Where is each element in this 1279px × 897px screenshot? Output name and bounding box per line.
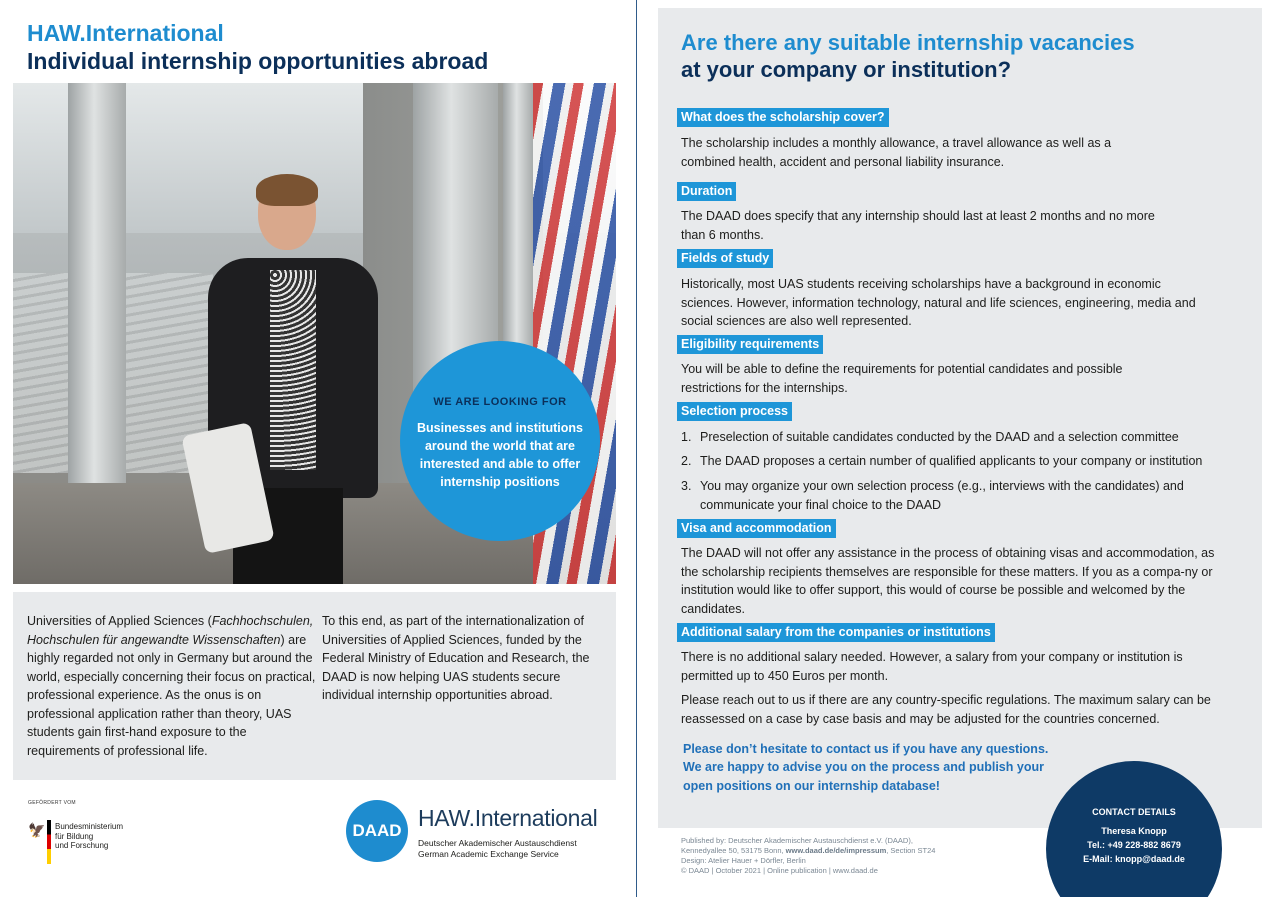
haw-logo-sub-de: Deutscher Akademischer Austauschdienst [418, 838, 577, 848]
salary-text-2: Please reach out to us if there are any country-specific regulations. The maximum salary can be reassessed on a case by case basis and may be adjusted for the countries concerned. [681, 693, 1211, 726]
looking-for-title: WE ARE LOOKING FOR [433, 396, 567, 408]
selection-item-text: You may organize your own selection process (e.g., interviews with the candidates) and communicate your final choice to the DAAD [700, 479, 1184, 512]
duration-text: The DAAD does specify that any internship should last at least 2 months and no more than 6 months. [681, 209, 1155, 242]
selection-item [681, 428, 1241, 447]
selection-item-number: 2. [681, 454, 692, 468]
contact-email[interactable]: E-Mail: knopp@daad.de [1083, 854, 1185, 864]
funded-label: GEFÖRDERT VOM [28, 800, 76, 806]
salary-text-1: There is no additional salary needed. However, a salary from your company or institution is permitted up to 450 Euros per month. [681, 650, 1183, 683]
visa-text: The DAAD will not offer any assistance in the process of obtaining visas and accommodation, as the scholarship recipients themselves are responsible for these matters. If you as a compa-ny or institution would like to offer support, this would of course be possible and welcomed by the candidates. [681, 546, 1215, 616]
left-page [0, 0, 636, 897]
contact-name: Theresa Knopp [1101, 826, 1167, 836]
heading-scholarship: What does the scholarship cover? [677, 108, 889, 127]
pub-section: , Section ST24 [886, 846, 936, 855]
selection-item-number: 1. [681, 430, 692, 444]
photo-person [188, 178, 388, 584]
contact-title: CONTACT DETAILS [1092, 807, 1176, 817]
eligibility-text: You will be able to define the requirements for potential candidates and possible restrictions for the internships. [681, 362, 1123, 395]
contact-note-line3: open positions on our internship database! [683, 779, 940, 793]
bmbf-line: und Forschung [55, 841, 109, 850]
german-flag-icon [47, 820, 51, 864]
brand-subtitle: Individual internship opportunities abroad [27, 48, 489, 74]
pub-line [681, 846, 1001, 856]
imprint-link[interactable]: www.daad.de/de/impressum [785, 846, 887, 855]
heading-salary: Additional salary from the companies or institutions [677, 623, 995, 642]
bmbf-line: für Bildung [55, 831, 94, 841]
pub-line: © DAAD | October 2021 | Online publication | www.daad.de [681, 866, 878, 875]
right-title-line2: at your company or institution? [681, 57, 1012, 82]
person-hair [256, 174, 318, 206]
heading-selection: Selection process [677, 402, 792, 421]
pub-line: Design: Atelier Hauer + Dörfler, Berlin [681, 856, 806, 865]
intro-text-italic: Fachhochschulen, Hochschulen für angewandte Wissenschaften [27, 614, 314, 647]
intro-text-a: Universities of Applied Sciences ( [27, 614, 212, 628]
intro-column-2: To this end, as part of the internationalization of Universities of Applied Sciences, funded by the Federal Ministry of Education and Research, the DAAD is now helping UAS students secure individual internship opportunities abroad. [322, 614, 590, 702]
pub-line: Published by: Deutscher Akademischer Austauschdienst e.V. (DAAD), [681, 836, 913, 845]
intro-column-1 [27, 612, 319, 760]
contact-note-line2: We are happy to advise you on the process and publish your [683, 760, 1044, 774]
selection-item-text: The DAAD proposes a certain number of qualified applicants to your company or institution [700, 454, 1203, 468]
scholarship-text: The scholarship includes a monthly allowance, a travel allowance as well as a combined health, accident and personal liability insurance. [681, 136, 1112, 169]
right-title-line1: Are there any suitable internship vacancies [681, 30, 1135, 55]
haw-logo-name: HAW.International [418, 805, 598, 831]
intro-text-b: ) are highly regarded not only in Germany but around the world, especially concerning their focus on practical, professional experience. As the onus is on professional application rather than theory, UAS students gain first-hand exposure to the requirements of professional life. [27, 632, 316, 758]
heading-visa: Visa and accommodation [677, 519, 836, 538]
selection-item-number: 3. [681, 479, 692, 493]
bmbf-text [55, 822, 175, 851]
looking-for-circle [400, 341, 600, 541]
pub-address: Kennedyallee 50, 53175 Bonn, [681, 846, 786, 855]
heading-fields: Fields of study [677, 249, 773, 268]
selection-item [681, 477, 1241, 515]
photo-pillar [503, 83, 533, 383]
person-shirt [270, 270, 316, 470]
brand-title: HAW.International [27, 20, 224, 46]
selection-item [681, 452, 1241, 471]
haw-logo-sub-en: German Academic Exchange Service [418, 849, 559, 859]
eagle-icon: 🦅 [28, 822, 46, 838]
bmbf-logo [28, 800, 228, 870]
bmbf-block [28, 820, 228, 870]
daad-logo: DAAD [346, 800, 408, 862]
intro-box [13, 592, 616, 780]
fields-text: Historically, most UAS students receiving scholarships have a background in economic sciences. However, information technology, natural and life sciences, engineering, media and social sciences are also well represented. [681, 277, 1196, 328]
heading-duration: Duration [677, 182, 736, 201]
contact-note-line1: Please don’t hesitate to contact us if you have any questions. [683, 742, 1049, 756]
photo-pillar [68, 83, 126, 513]
contact-phone[interactable]: Tel.: +49 228-882 8679 [1087, 840, 1181, 850]
selection-item-text: Preselection of suitable candidates conducted by the DAAD and a selection committee [700, 430, 1179, 444]
page-divider [636, 0, 637, 897]
bmbf-line: Bundesministerium [55, 822, 124, 831]
publication-info [681, 836, 1001, 876]
heading-eligibility: Eligibility requirements [677, 335, 823, 354]
looking-for-text: Businesses and institutions around the world that are interested and able to offer internship positions [416, 421, 583, 489]
